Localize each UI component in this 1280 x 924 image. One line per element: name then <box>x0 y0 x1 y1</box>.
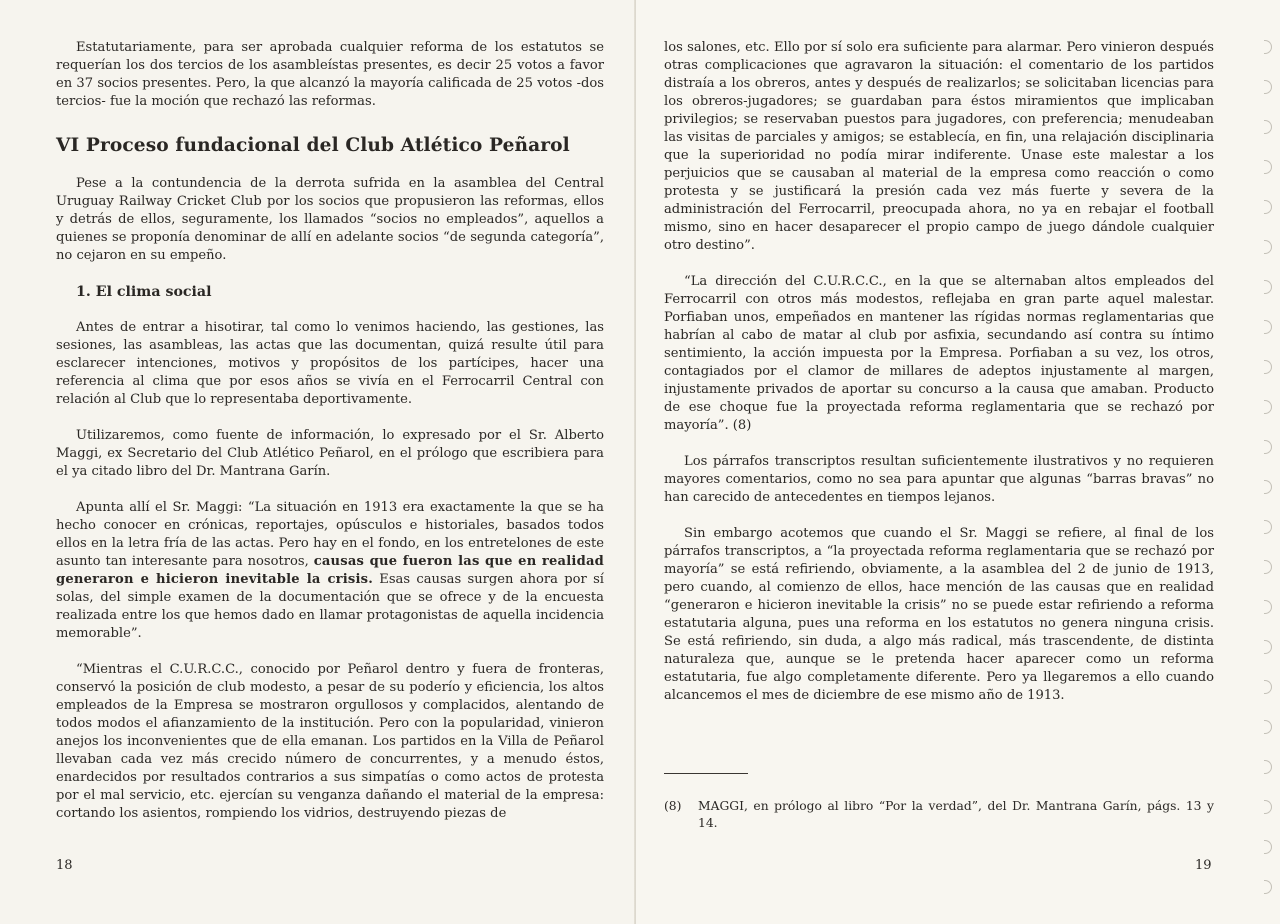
paragraph-maggi-quote <box>56 499 604 643</box>
right-text-column <box>664 39 1214 723</box>
footnote-rule <box>664 773 748 774</box>
left-text-column <box>56 39 604 841</box>
paragraph-estatutariamente: Estatutariamente, para ser aprobada cualquier reforma de los estatutos se requerían los dos tercios de los asambleístas presentes, es decir 25 votos a favor en 37 socios presentes. Pero, la que alcanzó la mayoría calificada de 25 votos -dos tercios- fue la moción que rechazó las reformas. <box>56 40 604 109</box>
maggi-quote-emphasis: causas que fueron las que en realidad generaron e hicieron inevitable la crisis. <box>56 554 604 587</box>
maggi-quote-start: Apunta allí el Sr. Maggi: “La situación en 1913 era exactamente la que se ha hecho conocer en crónicas, reportajes, opúsculos e historiales, basados todos ellos en la letra fría de las actas. Pero hay en el fondo, en los entretelones de este asunto tan interesante para nosotros, <box>56 500 604 569</box>
footnote-mark: (8) <box>664 799 682 813</box>
footnote-8 <box>664 798 1214 832</box>
paragraph-parrafos: Los párrafos transcriptos resultan suficientemente ilustrativos y no requieren mayores comentarios, como no sea para apuntar que algunas “barras bravas” no han carecido de antecedentes en tiempos lejanos. <box>664 454 1214 505</box>
left-page <box>0 0 636 924</box>
paragraph-sin-embargo: Sin embargo acotemos que cuando el Sr. Maggi se refiere, al final de los párrafos transcriptos, a “la proyectada reforma reglamentaria que se rechazó por mayoría” se está refiriendo, obviamente, a la asamblea del 2 de junio de 1913, pero cuando, al comienzo de ellos, hace mención de las causas que en realidad “generaron e hicieron inevitable la crisis” no se puede estar refiriendo a reforma estatutaria alguna, pues una reforma en los estatutos no genera ninguna crisis. Se está refiriendo, sin duda, a algo más radical, más trascendente, de distinta naturaleza que, aunque se le pretenda hacer aparecer como un reforma estatutaria, fue algo completamente diferente. Pero ya llegaremos a ello cuando alcancemos el mes de diciembre de ese mismo año de 1913. <box>664 526 1214 703</box>
paragraph-continuation: los salones, etc. Ello por sí solo era suficiente para alarmar. Pero vinieron después otras complicaciones que agravaron la situación: el comentario de los partidos distraía a los obreros, antes y después de realizarlos; se solicitaban licencias para los obreros-jugadores; se guardaban para éstos miramientos que implicaban privilegios; se reservaban puestos para jugadores, con preferencia; menudeaban las visitas de parciales y amigos; se establecía, en fin, una relajación disciplinaria que la superioridad no podía mirar indiferente. Unase este malestar a los perjuicios que se causaban al material de la empresa como reacción o como protesta y se justificará la presión cada vez más fuerte y severa de la administración del Ferrocarril, preocupada ahora, no ya en rebajar el football mismo, sino en hacer desaparecer el propio campo de juego dándole cualquier otro destino”. <box>664 40 1214 253</box>
section-title: VI Proceso fundacional del Club Atlético Peñarol <box>56 135 570 156</box>
binding-rings-decoration <box>1258 16 1274 916</box>
paragraph-direccion-quote: “La dirección del C.U.R.C.C., en la que se alternaban altos empleados del Ferrocarril con otros más modestos, reflejaba en gran parte aquel malestar. Porfiaban unos, empeñados en mantener las rígidas normas reglamentarias que habrían al cabo de matar al club por asfixia, secundando así contra su íntimo sentimiento, la acción impuesta por la Empresa. Porfiaban a su vez, los otros, contagiados por el clamor de millares de adeptos injustamente al margen, injustamente privados de aportar su concurso a la causa que amaban. Producto de ese choque fue la proyectada reforma reglamentaria que se rechazó por mayoría”. (8) <box>664 274 1214 433</box>
paragraph-section-intro: Pese a la contundencia de la derrota sufrida en la asamblea del Central Uruguay Railway Cricket Club por los socios que propusieron las reformas, ellos y detrás de ellos, seguramente, los llamados “socios no empleados”, aquellos a quienes se proponía denominar de allí en adelante socios “de segunda categoría”, no cejaron en su empeño. <box>56 176 604 263</box>
paragraph-clima: Antes de entrar a hisotirar, tal como lo venimos haciendo, las gestiones, las sesiones, las asambleas, las actas que las documentan, quizá resulte útil para esclarecer intenciones, motivos y propósitos de los partícipes, hacer una referencia al clima que por esos años se vivía en el Ferrocarril Central con relación al Club que lo representaba deportivamente. <box>56 320 604 407</box>
page-number-right: 19 <box>1195 858 1212 873</box>
paragraph-curcc-quote: “Mientras el C.U.R.C.C., conocido por Peñarol dentro y fuera de fronteras, conservó la posición de club modesto, a pesar de su poderío y eficiencia, los altos empleados de la Empresa se mostraron orgullosos y complacidos, alentando de todos modos el afianzamiento de la institución. Pero con la popularidad, vinieron anejos los inconvenientes que de ella emanan. Los partidos en la Villa de Peñarol llevaban cada vez más crecido número de concurrentes, y a menudo éstos, enardecidos por resultados contrarios a sus simpatías o como actos de protesta por el mal servicio, etc. ejercían su venganza dañando el material de la empresa: cortando los asientos, rompiendo los vidrios, destruyendo piezas de <box>56 662 604 821</box>
paragraph-fuente: Utilizaremos, como fuente de información, lo expresado por el Sr. Alberto Maggi, ex Secretario del Club Atlético Peñarol, en el prólogo que escribiera para el ya citado libro del Dr. Mantrana Garín. <box>56 428 604 479</box>
page-number-left: 18 <box>56 858 73 873</box>
maggi-quote-end: Esas causas surgen ahora por sí solas, del simple examen de la documentación que se ofrece y de la encuesta realizada entre los que hemos dado en llamar protagonistas de aquella incidencia memorable”. <box>56 572 604 641</box>
right-page <box>636 0 1280 924</box>
footnote-text: MAGGI, en prólogo al libro “Por la verdad”, del Dr. Mantrana Garín, págs. 13 y 14. <box>698 799 1214 830</box>
subsection-title: 1. El clima social <box>76 284 212 300</box>
